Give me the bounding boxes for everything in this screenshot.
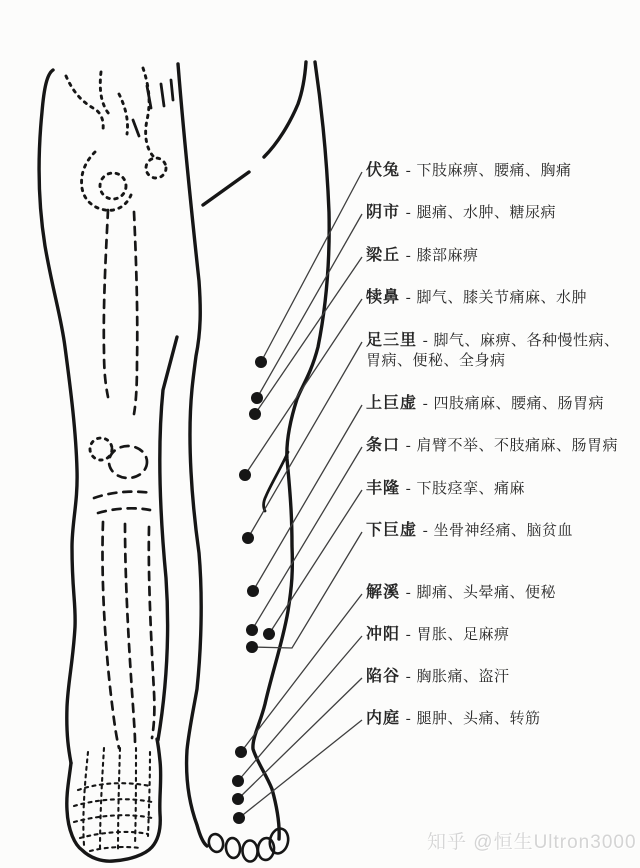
acupoint-name: 解溪 [366, 584, 401, 601]
acupoint-label [366, 436, 626, 456]
acupoint-name: 条口 [366, 437, 401, 454]
acupoint-dot [247, 585, 259, 597]
acupoint-label [366, 521, 626, 541]
acupoint-label [366, 161, 626, 181]
leader-lines [238, 172, 362, 818]
separator: - [419, 333, 432, 349]
acupoint-indications: 坐骨神经痛、脑贫血 [433, 523, 574, 539]
acupoint-dot [235, 746, 247, 758]
acupoint-name: 伏兔 [366, 162, 401, 179]
separator: - [402, 205, 415, 221]
acupoint-label [366, 625, 626, 645]
acupoint-label [366, 394, 626, 414]
separator: - [402, 669, 415, 685]
acupoint-dot [239, 469, 251, 481]
separator: - [402, 290, 415, 306]
acupoint-dot [249, 408, 261, 420]
toe [225, 837, 241, 859]
acupoint-label [366, 479, 626, 499]
acupoint-name: 陷谷 [366, 668, 401, 685]
separator: - [402, 627, 415, 643]
toe [207, 833, 225, 854]
acupoint-label [366, 583, 626, 603]
leader-line [252, 447, 362, 630]
acupoint-indications: 膝部麻痹 [416, 248, 479, 264]
separator: - [402, 163, 415, 179]
acupoint-indications: 脚气、膝关节痛麻、水肿 [416, 290, 588, 306]
acupoint-indications: 胃胀、足麻痹 [416, 627, 510, 643]
watermark: 知乎 @恒生Ultron3000 [427, 832, 637, 853]
acupoint-indications: 腿痛、水肿、糖尿病 [416, 205, 557, 221]
leader-line [248, 342, 362, 538]
acupoint-name: 阴市 [366, 204, 401, 221]
acupoint-indications: 四肢痛麻、腰痛、肠胃病 [433, 396, 605, 412]
acupoint-dot [251, 392, 263, 404]
acupoint-name: 上巨虚 [366, 395, 418, 412]
acupoint-name: 梁丘 [366, 247, 401, 264]
separator: - [402, 248, 415, 264]
acupoint-indications: 胸胀痛、盗汗 [416, 669, 510, 685]
acupoint-label [366, 709, 626, 729]
acupoint-label [366, 667, 626, 687]
leader-line [238, 636, 362, 781]
acupoint-dot [232, 775, 244, 787]
acupoint-name: 丰隆 [366, 480, 401, 497]
leader-line [255, 257, 362, 414]
acupoint-name: 冲阳 [366, 626, 401, 643]
toe [242, 840, 258, 862]
acupoint-dot [242, 532, 254, 544]
acupoint-name: 犊鼻 [366, 289, 401, 306]
separator: - [402, 481, 415, 497]
acupoint-label [366, 246, 626, 266]
leader-line [261, 172, 362, 362]
leader-line [253, 405, 362, 591]
acupoint-label [366, 288, 626, 308]
acupoint-indications: 脚痛、头晕痛、便秘 [416, 585, 557, 601]
acupoint-indications: 脚气、麻痹、各种慢性病、胃病、便秘、全身病 [366, 333, 620, 369]
skeleton-leg-drawing [39, 68, 177, 861]
acupoint-name: 足三里 [366, 332, 418, 349]
separator: - [402, 438, 415, 454]
separator: - [419, 396, 432, 412]
acupoint-dot [246, 624, 258, 636]
acupoint-indications: 下肢麻痹、腰痛、胸痛 [416, 163, 572, 179]
acupoint-name: 内庭 [366, 710, 401, 727]
acupoint-label [366, 331, 626, 371]
acupoint-dot [232, 793, 244, 805]
acupoint-dot [263, 628, 275, 640]
acupoint-dot [233, 812, 245, 824]
separator: - [419, 523, 432, 539]
separator: - [402, 711, 415, 727]
acupoint-indications: 肩臂不举、不肢痛麻、肠胃病 [416, 438, 619, 454]
acupoint-label [366, 203, 626, 223]
leader-line [238, 678, 362, 799]
acupoint-indications: 下肢痉挛、痛麻 [416, 481, 526, 497]
acupoint-indications: 腿肿、头痛、转筋 [416, 711, 541, 727]
leader-line [239, 720, 362, 818]
acupoint-name: 下巨虚 [366, 522, 418, 539]
separator: - [402, 585, 415, 601]
acupoint-dot [246, 641, 258, 653]
acupoint-dot [255, 356, 267, 368]
